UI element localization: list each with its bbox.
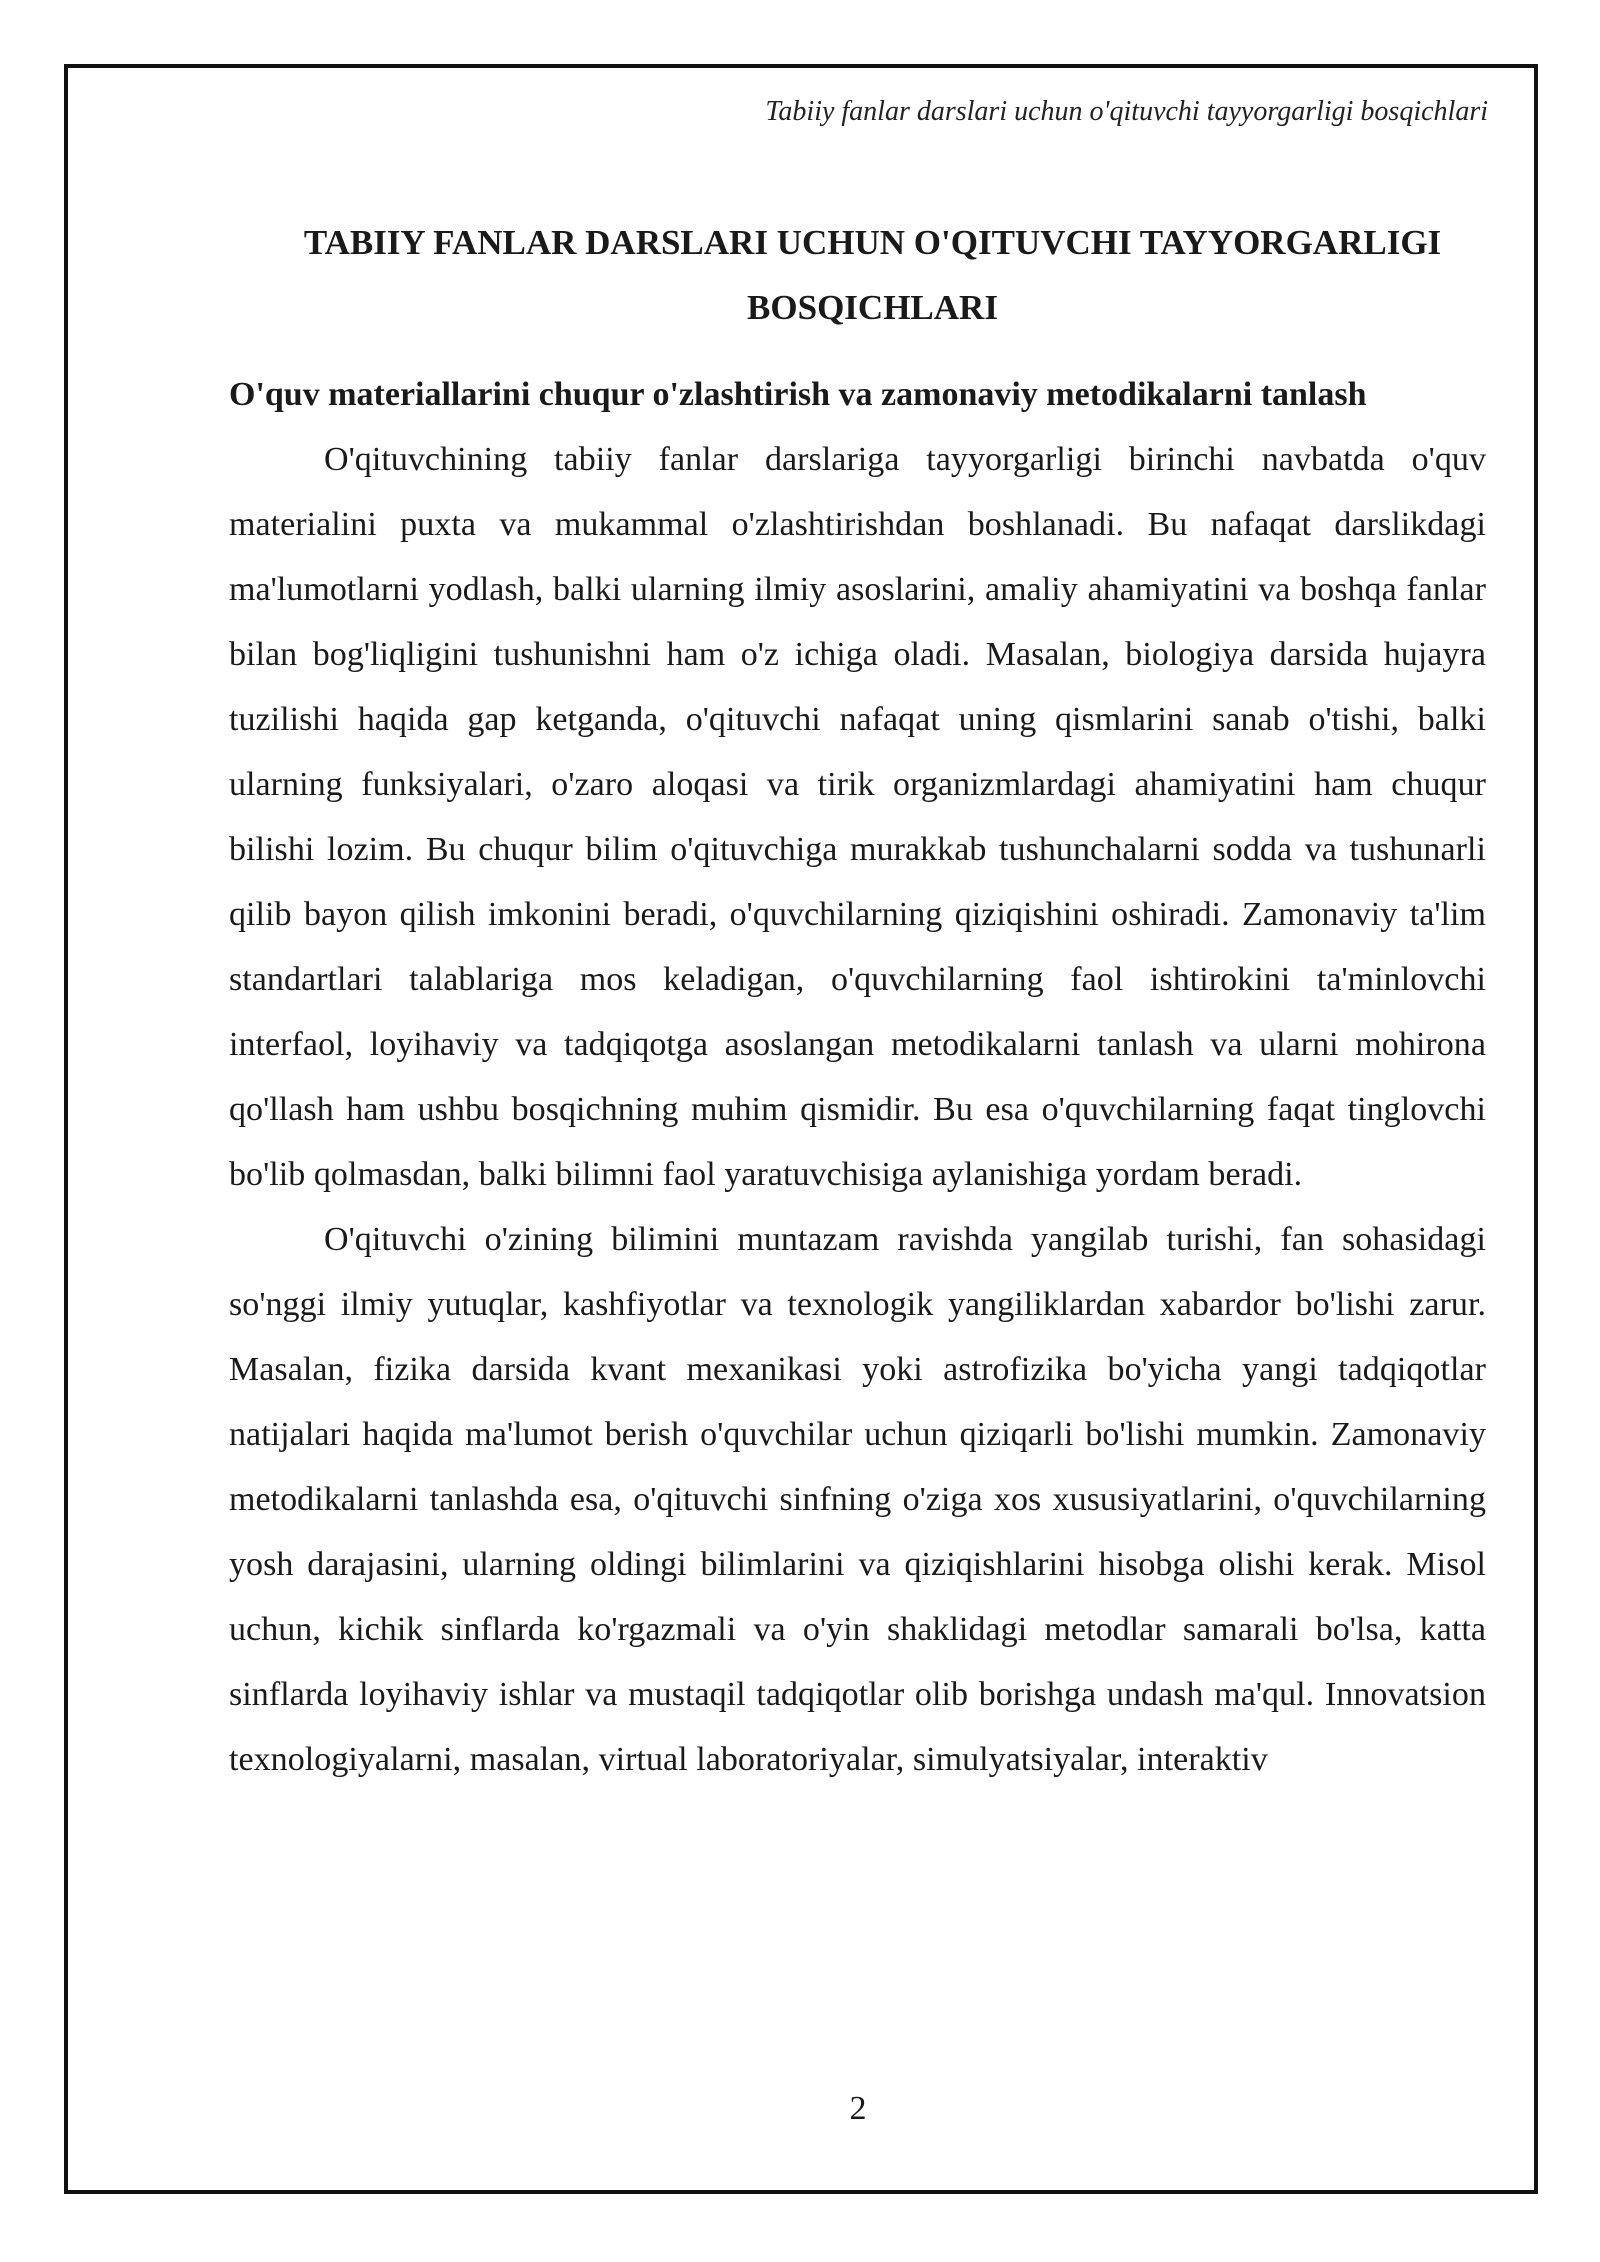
page-content	[229, 210, 1486, 1792]
running-header: Tabiiy fanlar darslari uchun o'qituvchi tayyorgarligi bosqichlari	[765, 96, 1488, 127]
body-paragraph: O'qituvchi o'zining bilimini muntazam ravishda yangilab turishi, fan sohasidagi so'nggi ilmiy yutuqlar, kashfiyotlar va texnologik yangiliklardan xabardor bo'lishi zarur. Masalan, fizika darsida kvant mexanikasi yoki astrofizika bo'yicha yangi tadqiqotlar natijalari haqida ma'lumot berish o'quvchilar uchun qiziqarli bo'lishi mumkin. Zamonaviy metodikalarni tanlashda esa, o'qituvchi sinfning o'ziga xos xususiyatlarini, o'quvchilarning yosh darajasini, ularning oldingi bilimlarini va qiziqishlarini hisobga olishi kerak. Misol uchun, kichik sinflarda ko'rgazmali va o'yin shaklidagi metodlar samarali bo'lsa, katta sinflarda loyihaviy ishlar va mustaqil tadqiqotlar olib borishga undash ma'qul. Innovatsion texnologiyalarni, masalan, virtual laboratoriyalar, simulyatsiyalar, interaktiv	[229, 1221, 1486, 1778]
document-title: TABIIY FANLAR DARSLARI UCHUN O'QITUVCHI TAYYORGARLIGI BOSQICHLARI	[303, 223, 1442, 327]
page-number: 2	[849, 2090, 867, 2127]
body-paragraph: O'qituvchining tabiiy fanlar darslariga tayyorgarligi birinchi navbatda o'quv materialini puxta va mukammal o'zlashtirishdan boshlanadi. Bu nafaqat darslikdagi ma'lumotlarni yodlash, balki ularning ilmiy asoslarini, amaliy ahamiyatini va boshqa fanlar bilan bog'liqligini tushunishni ham o'z ichiga oladi. Masalan, biologiya darsida hujayra tuzilishi haqida gap ketganda, o'qituvchi nafaqat uning qismlarini sanab o'tishi, balki ularning funksiyalari, o'zaro aloqasi va tirik organizmlardagi ahamiyatini ham chuqur bilishi lozim. Bu chuqur bilim o'qituvchiga murakkab tushunchalarni sodda va tushunarli qilib bayon qilish imkonini beradi, o'quvchilarning qiziqishini oshiradi. Zamonaviy ta'lim standartlari talablariga mos keladigan, o'quvchilarning faol ishtirokini ta'minlovchi interfaol, loyihaviy va tadqiqotga asoslangan metodikalarni tanlash va ularni mohirona qo'llash ham ushbu bosqichning muhim qismidir. Bu esa o'quvchilarning faqat tinglovchi bo'lib qolmasdan, balki bilimni faol yaratuvchisiga aylanishiga yordam beradi.	[229, 441, 1486, 1193]
section-heading: O'quv materiallarini chuqur o'zlashtirish va zamonaviy metodikalarni tanlash	[229, 376, 1367, 413]
